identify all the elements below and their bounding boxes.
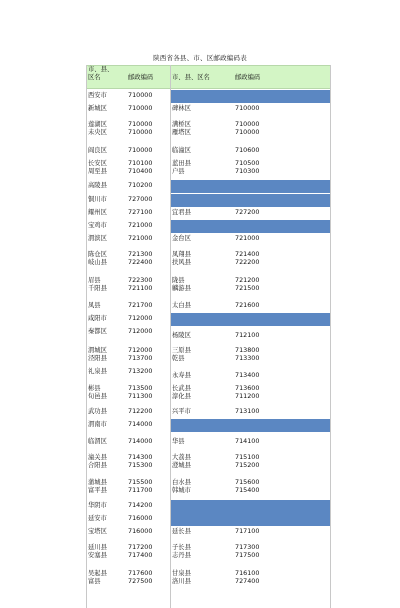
section-divider-bar <box>170 194 331 207</box>
name-cell: 陈仓区 岐山县 <box>88 251 107 266</box>
code-cell: 727200 <box>235 208 260 216</box>
code-cell: 716100 727400 <box>235 569 260 585</box>
code-cell: 710000 <box>128 91 153 99</box>
code-cell: 710000 <box>235 104 260 112</box>
header-code-col-1: 邮政编码 <box>128 74 154 81</box>
name-cell: 潼关县 合阳县 <box>88 454 107 469</box>
name-cell: 陇县 麟游县 <box>172 277 191 292</box>
section-divider-bar <box>170 419 331 432</box>
code-cell: 710200 <box>128 181 153 189</box>
code-cell: 714000 <box>128 437 153 445</box>
name-cell: 白水县 韩城市 <box>172 479 191 494</box>
section-divider-bar <box>170 180 331 193</box>
code-cell: 721000 <box>128 221 153 229</box>
name-cell: 永寿县 <box>172 372 191 379</box>
column-border <box>330 65 331 608</box>
name-cell: 长安区 周至县 <box>88 160 107 175</box>
name-cell: 临潼区 <box>172 147 191 154</box>
section-divider-bar <box>170 500 331 513</box>
column-border <box>170 65 171 608</box>
name-cell: 宜君县 <box>172 209 191 216</box>
name-cell: 华阴市 <box>88 502 107 509</box>
name-cell: 太白县 <box>172 302 191 309</box>
code-cell: 715100 715200 <box>235 453 260 469</box>
code-cell: 717100 <box>235 527 260 535</box>
code-cell: 710000 710000 <box>235 120 260 136</box>
postal-code-table <box>86 65 331 608</box>
name-cell: 阎良区 <box>88 147 107 154</box>
code-cell: 714200 <box>128 501 153 509</box>
code-cell: 713500 711300 <box>128 384 153 400</box>
code-cell: 712100 <box>235 331 260 339</box>
code-cell: 710000 710000 <box>128 120 153 136</box>
name-cell: 长武县 淳化县 <box>172 385 191 400</box>
code-cell: 722300 721100 <box>128 276 153 292</box>
code-cell: 715600 715400 <box>235 478 260 494</box>
name-cell: 兴平市 <box>172 408 191 415</box>
code-cell: 712000 <box>128 327 153 335</box>
name-cell: 铜川市 <box>88 196 107 203</box>
code-cell: 721600 <box>235 301 260 309</box>
code-cell: 710600 <box>235 146 260 154</box>
name-cell: 宝鸡市 <box>88 222 107 229</box>
code-cell: 716000 <box>128 527 153 535</box>
name-cell: 金台区 <box>172 235 191 242</box>
code-cell: 710500 710300 <box>235 159 260 175</box>
name-cell: 延安市 <box>88 515 107 522</box>
code-cell: 721400 722200 <box>235 250 260 266</box>
code-cell: 714000 <box>128 420 153 428</box>
header-name-col-2: 市、县、区名 <box>172 74 210 81</box>
name-cell: 杨陵区 <box>172 332 191 339</box>
code-cell: 727000 <box>128 195 153 203</box>
name-cell: 眉县 千阳县 <box>88 277 107 292</box>
column-border <box>86 65 87 608</box>
name-cell: 碑林区 <box>172 105 191 112</box>
code-cell: 710100 710400 <box>128 159 153 175</box>
code-cell: 713100 <box>235 407 260 415</box>
name-cell: 彬县 旬邑县 <box>88 385 107 400</box>
code-cell: 713200 <box>128 367 153 375</box>
code-cell: 727100 <box>128 208 153 216</box>
name-cell: 渭滨区 <box>88 235 107 242</box>
header-code-col-2: 邮政编码 <box>235 74 261 81</box>
name-cell: 渭城区 泾阳县 <box>88 347 107 362</box>
name-cell: 满桥区 雁塔区 <box>172 121 191 136</box>
name-cell: 蓝田县 户县 <box>172 160 191 175</box>
name-cell: 高陵县 <box>88 182 107 189</box>
section-divider-bar <box>170 513 331 526</box>
code-cell: 721200 721500 <box>235 276 260 292</box>
code-cell: 713600 711200 <box>235 384 260 400</box>
name-cell: 临渭区 <box>88 438 107 445</box>
name-cell: 礼泉县 <box>88 368 107 375</box>
section-divider-bar <box>170 313 331 326</box>
name-cell: 大荔县 澄城县 <box>172 454 191 469</box>
code-cell: 717200 717400 <box>128 543 153 559</box>
code-cell: 713400 <box>235 371 260 379</box>
page-title: 陕西省各县、市、区邮政编码表 <box>153 54 247 62</box>
code-cell: 717300 717500 <box>235 543 260 559</box>
code-cell: 721000 <box>128 234 153 242</box>
code-cell: 716000 <box>128 514 153 522</box>
name-cell: 吴起县 富县 <box>88 570 107 585</box>
name-cell: 耀州区 <box>88 209 107 216</box>
name-cell: 延川县 安塞县 <box>88 544 107 559</box>
name-cell: 莲湖区 未央区 <box>88 121 107 136</box>
name-cell: 华县 <box>172 438 185 445</box>
name-cell: 延长县 <box>172 528 191 535</box>
section-divider-bar <box>170 90 331 103</box>
code-cell: 712000 <box>128 314 153 322</box>
name-cell: 武功县 <box>88 408 107 415</box>
name-cell: 新城区 <box>88 105 107 112</box>
code-cell: 713800 713300 <box>235 346 260 362</box>
code-cell: 714300 715300 <box>128 453 153 469</box>
name-cell: 子长县 志丹县 <box>172 544 191 559</box>
code-cell: 712000 713700 <box>128 346 153 362</box>
name-cell: 秦都区 <box>88 328 107 335</box>
name-cell: 蒲城县 富平县 <box>88 479 107 494</box>
name-cell: 咸阳市 <box>88 315 107 322</box>
name-cell: 西安市 <box>88 92 107 99</box>
name-cell: 渭南市 <box>88 421 107 428</box>
name-cell: 三原县 乾县 <box>172 347 191 362</box>
code-cell: 717600 727500 <box>128 569 153 585</box>
name-cell: 凤县 <box>88 302 101 309</box>
code-cell: 710000 <box>128 104 153 112</box>
name-cell: 凤翔县 扶风县 <box>172 251 191 266</box>
header-name-col-1: 市、县、区名 <box>88 66 114 81</box>
code-cell: 721300 722400 <box>128 250 153 266</box>
code-cell: 714100 <box>235 437 260 445</box>
code-cell: 710000 <box>128 146 153 154</box>
section-divider-bar <box>170 220 331 233</box>
code-cell: 721000 <box>235 234 260 242</box>
name-cell: 宝塔区 <box>88 528 107 535</box>
code-cell: 721700 <box>128 301 153 309</box>
code-cell: 712200 <box>128 407 153 415</box>
code-cell: 715500 711700 <box>128 478 153 494</box>
name-cell: 甘泉县 洛川县 <box>172 570 191 585</box>
